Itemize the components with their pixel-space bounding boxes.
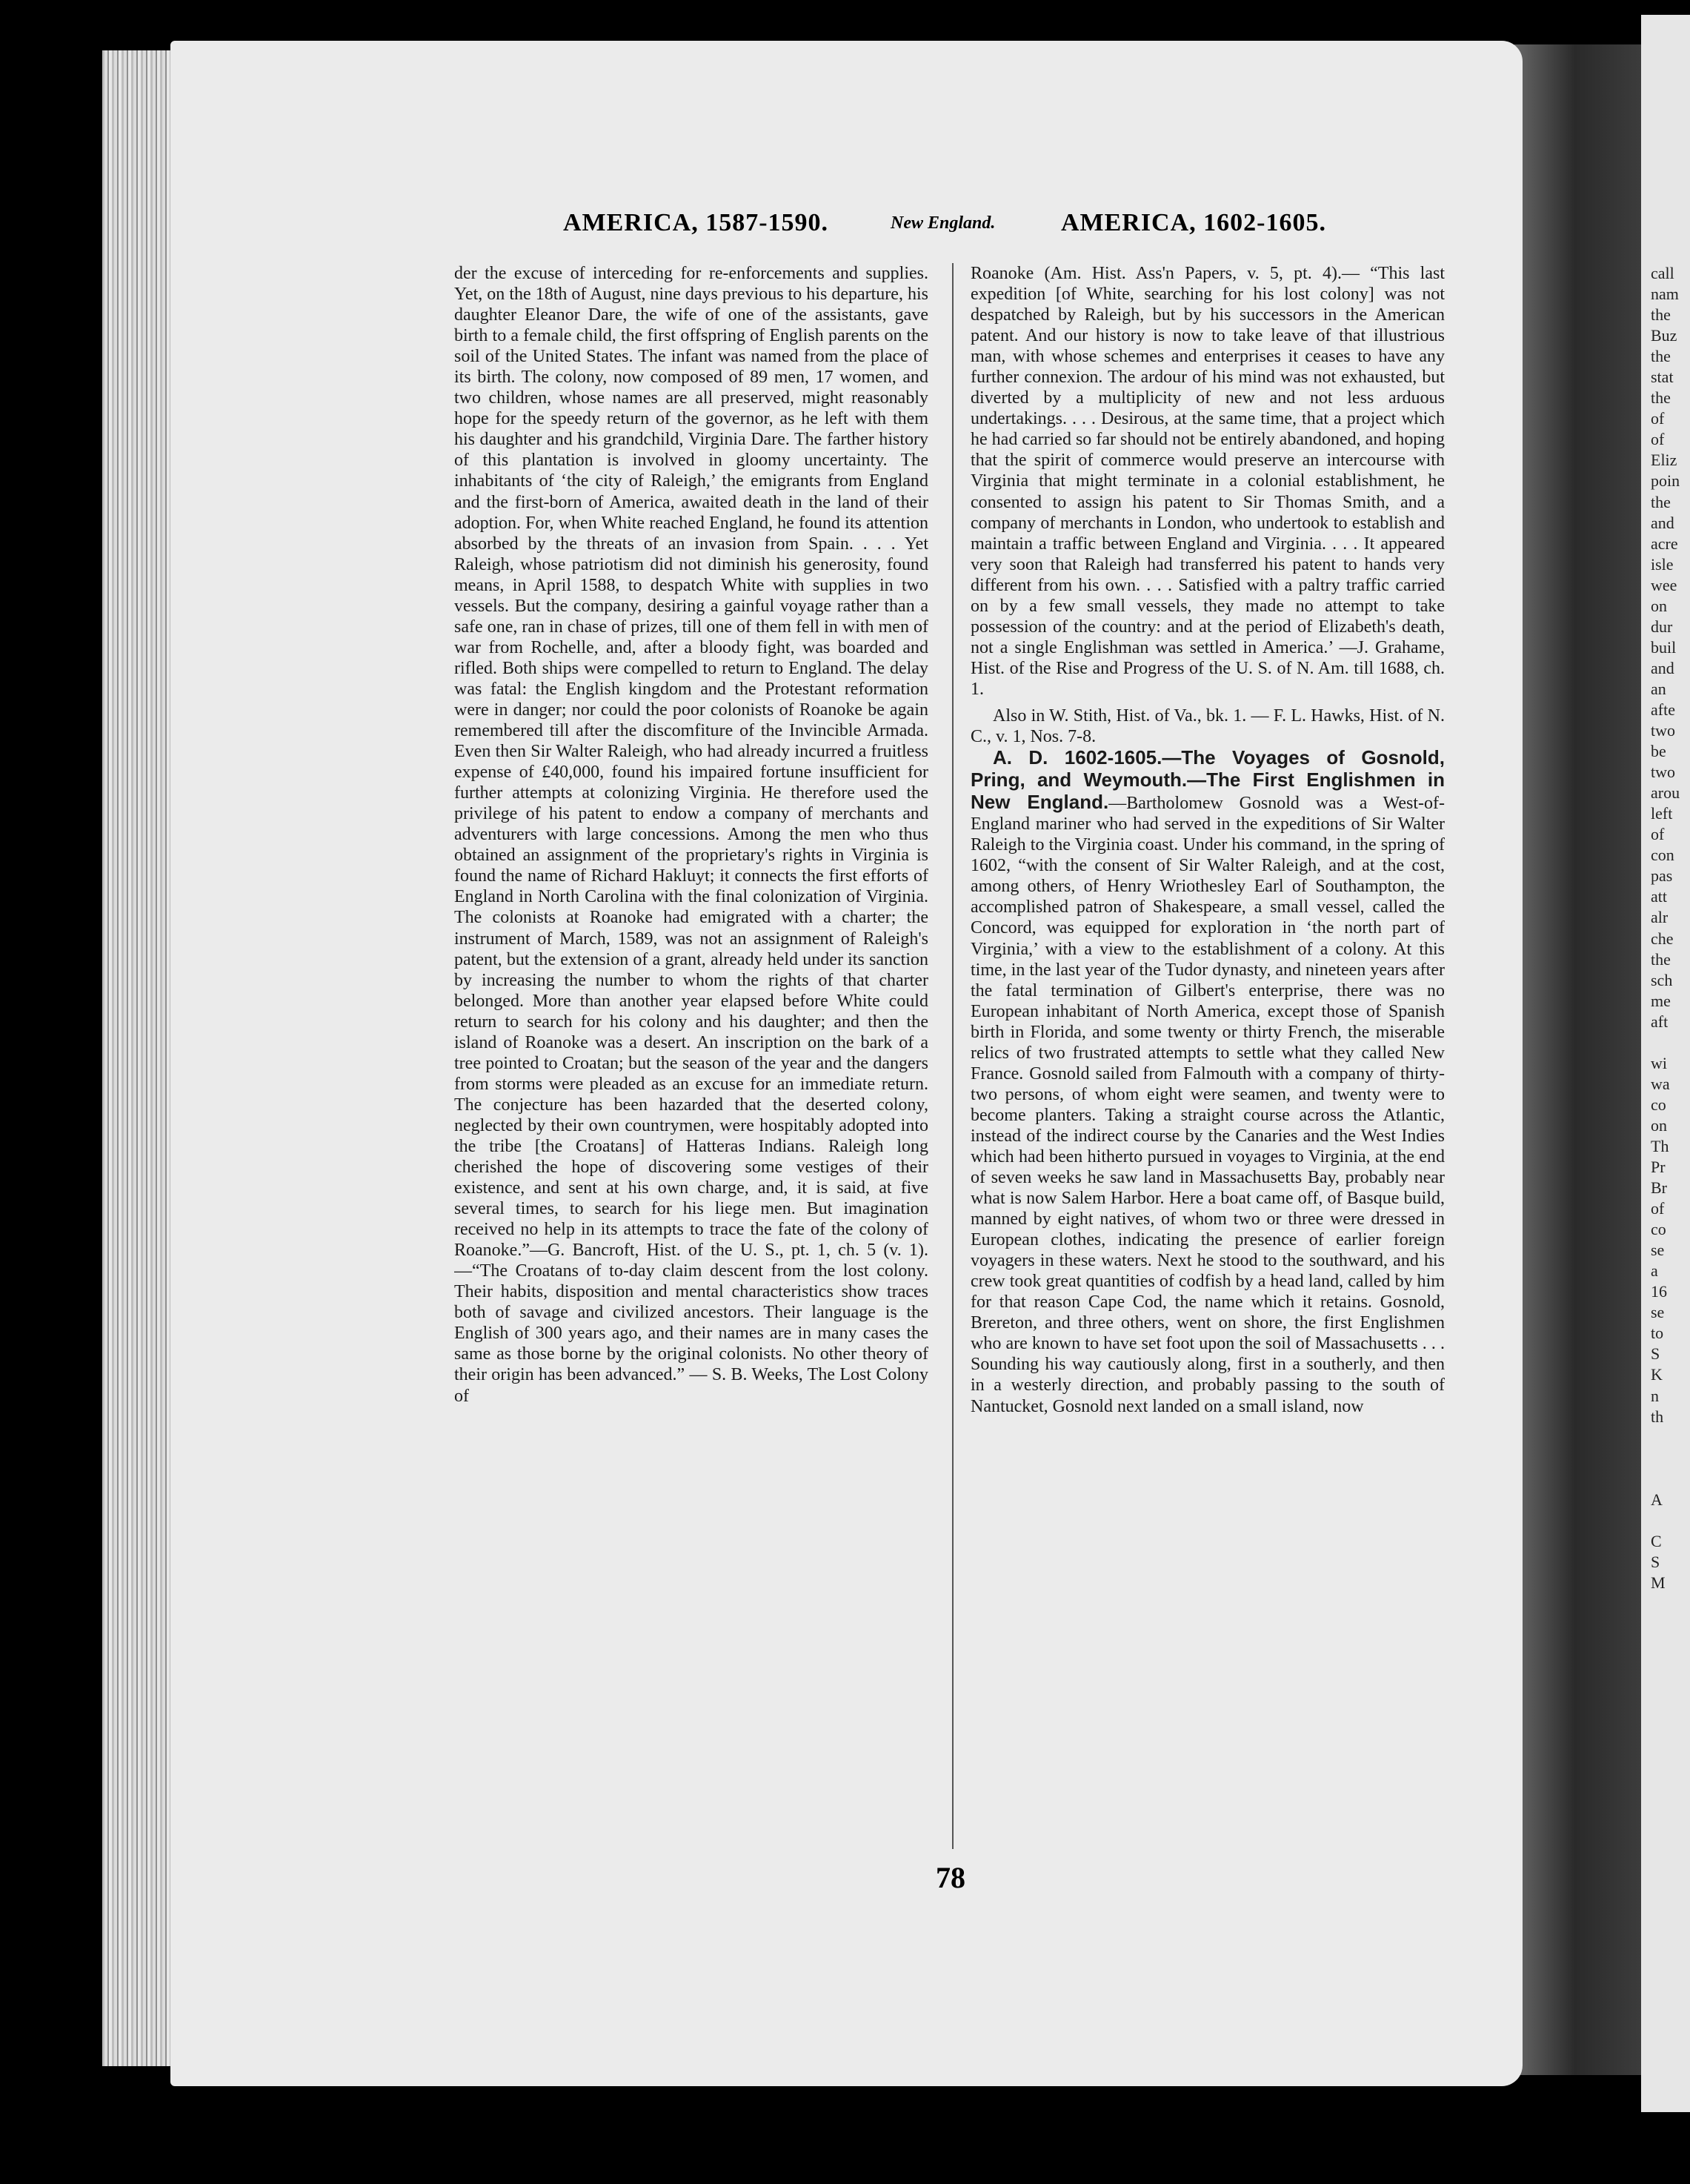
facing-page-fragment: two — [1651, 721, 1675, 740]
facing-page-fragment: left — [1651, 804, 1673, 823]
facing-page-fragment: of — [1651, 409, 1665, 428]
facing-page-fragment: Br — [1651, 1178, 1667, 1198]
right-column-continuation: Roanoke (Am. Hist. Ass'n Papers, v. 5, pt. 4).— “This last expedition [of White, searching for his lost colony] was not despatched by Raleigh, but by his successors in the American patent. And our history is now to take leave of that illustrious man, with whose schemes and enterprises it ceases to have any further connexion. The ardour of his mind was not exhausted, but diverted by a multiplicity of new and not less arduous undertakings. . . . Desirous, at the same time, that a project which he had carried so far should not be entirely abandoned, and hoping that the spirit of commerce would preserve an intercourse with Virginia that might terminate in a colonial establishment, he consented to assign his patent to Sir Thomas Smith, and a company of merchants in London, who undertook to establish and maintain a traffic between England and Virginia. . . . It appeared very soon that Raleigh had transferred his patent to hands very different from his own. . . . Satisfied with a paltry traffic carried on by a few small vessels, they made no attempt to take possession of the country: and at the period of Elizabeth's death, not a single Englishman was settled in America.’ —J. Grahame, Hist. of the Rise and Progress of the U. S. of N. Am. till 1688, ch. 1. — [971, 264, 1445, 699]
left-column-text: der the excuse of interceding for re-enforcements and supplies. Yet, on the 18th of August, nine days previous to his departure, his daughter Eleanor Dare, the wife of one of the assistants, gave birth to a female child, the first offspring of English parents on the soil of the United States. The infant was named from the place of its birth. The colony, now composed of 89 men, 17 women, and two children, whose names are all preserved, might reasonably hope for the speedy return of the governor, as he left with them his daughter and his grandchild, Virginia Dare. The farther history of this plantation is involved in gloomy uncertainty. The inhabitants of ‘the city of Raleigh,’ the emigrants from England and the first-born of America, awaited death in the land of their adoption. For, when White reached England, he found its attention absorbed by the threats of an invasion from Spain. . . . Yet Raleigh, whose patriotism did not diminish his generosity, found means, in April 1588, to despatch White with supplies in two vessels. But the company, desiring a gainful voyage rather than a safe one, ran in chase of prizes, till one of them fell in with men of war from Rochelle, and, after a bloody fight, was boarded and rifled. Both ships were compelled to return to England. The delay was fatal: the English kingdom and the Protestant reformation were in danger; nor could the poor colonists of Roanoke be again remembered till after the discomfiture of the Invincible Armada. Even then Sir Walter Raleigh, who had already incurred a fruitless expense of £40,000, found his impaired fortune insufficient for further attempts at colonizing Virginia. He therefore used the privilege of his patent to endow a company of merchants and adventurers with large concessions. Among the men who thus obtained an assignment of the proprietary's rights in Virginia is found the name of Richard Hakluyt; it connects the first efforts of England in North Carolina with the final colonization of Virginia. The colonists at Roanoke had emigrated with a charter; the instrument of March, 1589, was not an assignment of Raleigh's patent, but the extension of a grant, already held under its sanction by increasing the number to whom the rights of that charter belonged. More than another year elapsed before White could return to search for his colony and his daughter; and then the island of Roanoke was a desert. An inscription on the bark of a tree pointed to Croatan; but the season of the year and the dangers from storms were pleaded as an excuse for an immediate return. The conjecture has been hazarded that the deserted colony, neglected by their own countrymen, were hospitably adopted into the tribe [the Croatans] of Hatteras Indians. Raleigh long cherished the hope of discovering some vestiges of their existence, and sent at his own charge, and, it is said, at five several times, to search for his liege men. But imagination received no help in its attempts to trace the fate of the colony of Roanoke.”—G. Bancroft, Hist. of the U. S., pt. 1, ch. 5 (v. 1).—“The Croatans of to-day claim descent from the lost colony. Their habits, disposition and mental characteristics show traces both of savage and civilized ancestors. Their language is the English of 300 years ago, and their names are in many cases the same as those borne by the original colonists. No other theory of their origin has been advanced.” — S. B. Weeks, The Lost Colony of — [454, 264, 928, 1406]
left-column — [454, 263, 928, 1856]
facing-page-fragment: se — [1651, 1303, 1665, 1322]
facing-page-fragment: n — [1651, 1386, 1659, 1405]
facing-page-fragment — [1651, 1448, 1690, 1469]
running-header-right: AMERICA, 1602-1605. — [1060, 209, 1326, 236]
facing-page-fragment: co — [1651, 1220, 1666, 1239]
facing-page-fragment — [1651, 1676, 1690, 1697]
facing-page-fragment: che — [1651, 929, 1674, 948]
facing-page-fragment: arou — [1651, 783, 1680, 803]
facing-page-fragment: S — [1651, 1552, 1660, 1571]
facing-page-fragment — [1651, 1427, 1690, 1448]
facing-page-fragment: to — [1651, 1324, 1664, 1343]
facing-page-fragment: wee — [1651, 575, 1677, 594]
facing-page-fragment: dur — [1651, 617, 1673, 636]
running-header-center: New England. — [891, 213, 996, 233]
facing-page-fragment: A — [1651, 1490, 1663, 1509]
facing-page-fragment: on — [1651, 1115, 1667, 1135]
entry-paragraph — [971, 747, 1445, 1417]
facing-page-fragment: the — [1651, 305, 1671, 325]
facing-page-fragment: 16 — [1651, 1282, 1667, 1301]
facing-page-fragment: the — [1651, 949, 1671, 969]
facing-page-fragment: S — [1651, 1344, 1660, 1364]
facing-page-fragment: Buz — [1651, 326, 1677, 345]
facing-page-fragment: two — [1651, 763, 1675, 782]
facing-page-fragment: att — [1651, 887, 1667, 906]
facing-page-fragment — [1651, 1032, 1690, 1053]
facing-page-fragment: the — [1651, 388, 1671, 408]
facing-page-fragment: se — [1651, 1241, 1665, 1260]
facing-page-fragment: wi — [1651, 1053, 1667, 1072]
running-header — [563, 209, 1326, 246]
facing-page-fragment: a — [1651, 1261, 1658, 1281]
facing-page-fragment: nam — [1651, 285, 1679, 304]
facing-page-fragment: pas — [1651, 866, 1673, 886]
facing-page-fragment — [1651, 1593, 1690, 1614]
facing-page-fragment: Th — [1651, 1136, 1669, 1155]
page-number: 78 — [936, 1861, 965, 1894]
facing-page-fragment: me — [1651, 991, 1671, 1010]
facing-page-fragment: K — [1651, 1365, 1663, 1384]
facing-page-fragment: Pr — [1651, 1158, 1666, 1177]
facing-page-fragment: wa — [1651, 1074, 1670, 1093]
facing-page-fragment: of — [1651, 825, 1665, 844]
facing-page-fragment: alr — [1651, 908, 1669, 927]
right-column — [971, 263, 1445, 1849]
running-header-left: AMERICA, 1587-1590. — [563, 209, 829, 236]
entry-text: —Bartholomew Gosnold was a West-of-England mariner who had served in the expeditions of Sir Walter Raleigh to the Virginia coast. Under his command, in the spring of 1602, “with the consent of Sir Walter Raleigh, and at the cost, among others, of Henry Wriothesley Earl of Southampton, the accomplished patron of Shakespeare, a small vessel, called the Concord, was equipped for exploration in ‘the north part of Virginia,’ with a view to the establishment of a colony. At this time, in the last year of the Tudor dynasty, and nineteen years after the fatal termination of Gilbert's enterprise, there was no European inhabitant of North America, except those of Spanish birth in Florida, and some twenty or thirty French, the miserable relics of two frustrated attempts to settle what they called New France. Gosnold sailed from Falmouth with a company of thirty-two persons, of whom eight were seamen, and twenty were to become planters. Taking a straight course across the Atlantic, instead of the indirect course by the Canaries and the West Indies which had been hitherto pursued in voyages to Virginia, at the end of seven weeks he saw land in Massachusetts Bay, probably near what is now Salem Harbor. Here a boat came off, of Basque build, manned by eight natives, of whom two or three were dressed in European clothes, indicating the presence of earlier foreign voyagers in these waters. Next he stood to the southward, and his crew took great quantities of codfish by a head land, called by him for that reason Cape Cod, the name which it retains. Gosnold, Brereton, and three others, went on shore, the first Englishmen who are known to have set foot upon the soil of Massachusetts . . . Sounding his way cautiously along, first in a southerly, and then in a westerly direction, and probably passing to the south of Nantucket, Gosnold next landed on a small island, now — [971, 794, 1445, 1416]
column-divider — [952, 263, 954, 1849]
facing-page-fragment: C — [1651, 1531, 1662, 1550]
facing-page-fragment: the — [1651, 347, 1671, 366]
facing-page-fragment: isle — [1651, 554, 1674, 574]
facing-page-fragment: call — [1651, 264, 1674, 282]
facing-page-fragment — [1651, 1510, 1690, 1531]
facing-page-text-fragments — [1651, 263, 1690, 1697]
facing-page-fragment: Eliz — [1651, 451, 1677, 470]
entry-heading: A. D. 1602-1605.—The Voyages of Gosnold, Pring, and Weymouth.—The First Englishmen in New England. — [971, 746, 1445, 814]
facing-page-fragment: and — [1651, 513, 1674, 532]
facing-page-fragment: aft — [1651, 1012, 1669, 1031]
facing-page-fragment — [1651, 1635, 1690, 1656]
facing-page-fragment — [1651, 1469, 1690, 1490]
facing-page-fragment: con — [1651, 846, 1674, 865]
facing-page-fragment: the — [1651, 492, 1671, 511]
facing-page-fragment: be — [1651, 742, 1666, 761]
facing-page-fragment: stat — [1651, 368, 1674, 387]
also-in-references: Also in W. Stith, Hist. of Va., bk. 1. — F. L. Hawks, Hist. of N. C., v. 1, Nos. 7-8. — [971, 706, 1445, 747]
facing-page-fragment: th — [1651, 1407, 1664, 1426]
facing-page-fragment — [1651, 1614, 1690, 1635]
facing-page-fragment: sch — [1651, 970, 1673, 989]
facing-page-fragment: and — [1651, 658, 1674, 677]
facing-page-fragment — [1651, 1656, 1690, 1676]
facing-page-fragment: acre — [1651, 534, 1678, 553]
facing-page-fragment: buil — [1651, 637, 1677, 657]
facing-page-fragment: co — [1651, 1095, 1666, 1114]
facing-page-fragment: afte — [1651, 700, 1675, 719]
facing-page-fragment: M — [1651, 1573, 1666, 1592]
facing-page-fragment: of — [1651, 430, 1665, 449]
facing-page-fragment: of — [1651, 1199, 1665, 1218]
facing-page-fragment: poin — [1651, 471, 1680, 491]
facing-page-fragment: on — [1651, 596, 1667, 615]
facing-page-fragment: an — [1651, 679, 1666, 698]
